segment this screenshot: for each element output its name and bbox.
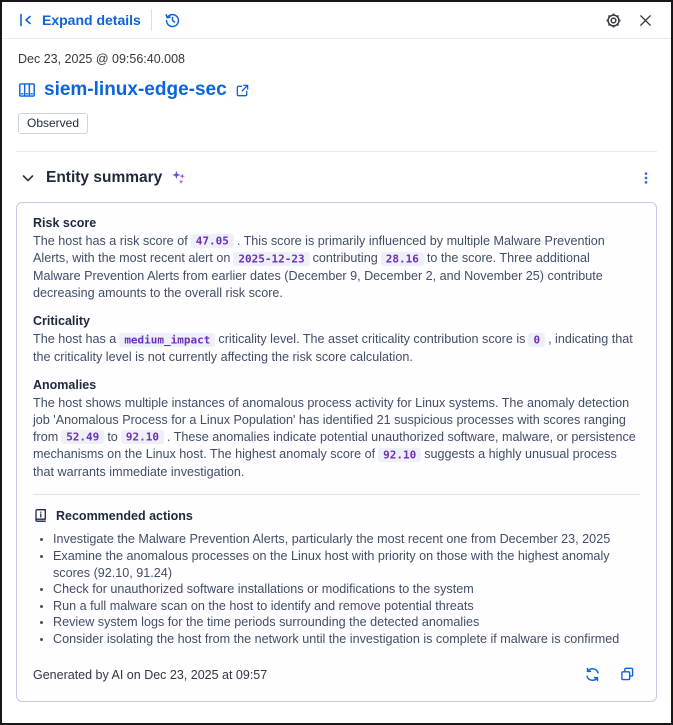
observed-badge: Observed — [18, 113, 88, 134]
risk-score-heading: Risk score — [33, 215, 97, 230]
inline-code-value: 92.10 — [378, 448, 421, 462]
text-segment: . These anomalies indicate potential unauthorized software, malware, or persistence mechanisms on the Linux host. The highest anomaly score of — [33, 429, 636, 462]
summary-footer — [33, 662, 640, 687]
text-segment: , indicating that the criticality level is not currently affecting the risk score calculation. — [33, 332, 633, 364]
anomalies-block — [33, 378, 640, 480]
regenerate-button[interactable] — [580, 662, 605, 687]
close-button[interactable] — [634, 9, 657, 32]
gear-icon — [605, 12, 622, 29]
expand-details-button[interactable] — [16, 8, 143, 32]
history-icon — [164, 12, 181, 29]
text-segment: The host has a — [33, 332, 117, 347]
text-segment: contributing — [312, 251, 378, 266]
text-segment: to the score. Three additional Malware Prevention Alerts from earlier dates (December 9, December 2, and November 25) contribute decreasing amounts to the overall risk score. — [33, 251, 603, 300]
inline-code-value: 47.05 — [191, 234, 234, 248]
inline-code-value: 0 — [528, 333, 545, 347]
inline-code-value: medium_impact — [119, 333, 215, 347]
criticality-text — [33, 331, 640, 365]
flyout-content — [2, 39, 671, 723]
recommended-action-item: • Run a full malware scan on the host to identify and remove potential threats — [53, 598, 640, 615]
risk-score-text — [33, 233, 640, 301]
sparkles-icon — [168, 167, 189, 188]
recommended-action-item: • Review system logs for the time periods surrounding the detected anomalies — [53, 614, 640, 631]
anomalies-text — [33, 395, 640, 480]
documentation-icon — [33, 508, 49, 524]
close-icon — [638, 13, 653, 28]
summary-actions-menu-button[interactable] — [635, 167, 657, 189]
recommended-action-item: • Investigate the Malware Prevention Alerts, particularly the most recent one from December 23, 2025 — [53, 531, 640, 548]
recommended-action-item: • Examine the anomalous processes on the Linux host with priority on those with the highest anomaly scores (92.10, 91.24) — [53, 548, 640, 581]
recommended-actions-header — [33, 508, 640, 524]
inline-code-value: 92.10 — [121, 430, 164, 444]
storage-icon — [18, 81, 36, 99]
refresh-icon — [584, 666, 601, 683]
text-segment: The host has a risk score of — [33, 233, 188, 248]
recommended-actions-list — [37, 531, 640, 647]
text-segment: to — [107, 429, 118, 444]
text-segment: suggests a highly unusual process that warrants immediate investigation. — [33, 447, 617, 479]
popout-icon — [235, 83, 250, 98]
entity-name: siem-linux-edge-sec — [44, 79, 227, 100]
text-segment: . This score is primarily influenced by multiple Malware Prevention Alerts, with the most recent alert on — [33, 233, 605, 266]
generated-by-label: Generated by AI on Dec 23, 2025 at 09:57 — [33, 667, 268, 682]
copy-button[interactable] — [615, 662, 640, 687]
entity-title-row — [16, 79, 657, 102]
collapse-summary-toggle[interactable] — [18, 168, 38, 188]
recommended-action-item: • Consider isolating the host from the network until the investigation is complete if malware is confirmed — [53, 631, 640, 648]
anomalies-heading: Anomalies — [33, 378, 97, 393]
criticality-heading: Criticality — [33, 314, 90, 329]
recommended-divider — [33, 494, 640, 495]
copy-icon — [619, 666, 636, 683]
expand-details-label: Expand details — [42, 12, 141, 28]
criticality-block — [33, 314, 640, 365]
collapse-panel-icon — [18, 12, 34, 28]
chevron-down-icon — [20, 170, 36, 186]
event-timestamp: Dec 23, 2025 @ 09:56:40.008 — [18, 52, 185, 66]
history-button[interactable] — [160, 8, 185, 33]
text-segment: The host shows multiple instances of anomalous process activity for Linux systems. The anomaly detection job 'Anomalous Process for a Linux Population' has identified 21 suspicious processes with scores ranging from — [33, 396, 630, 444]
recommended-action-item: • Check for unauthorized software installations or modifications to the system — [53, 581, 640, 598]
entity-summary-title: Entity summary — [46, 168, 163, 186]
ai-summary-panel — [16, 202, 657, 703]
inline-code-value: 2025-12-23 — [233, 252, 309, 266]
inline-code-value: 28.16 — [381, 252, 424, 266]
section-divider — [16, 151, 657, 152]
flyout-topbar — [2, 2, 671, 39]
entity-name-link[interactable] — [18, 79, 250, 102]
topbar-divider — [151, 9, 152, 31]
recommended-actions-heading: Recommended actions — [56, 509, 193, 524]
risk-score-block — [33, 216, 640, 301]
settings-button[interactable] — [601, 8, 626, 33]
kebab-menu-icon — [639, 171, 653, 185]
text-segment: criticality level. The asset criticality contribution score is — [218, 332, 526, 347]
entity-summary-header — [16, 167, 657, 189]
inline-code-value: 52.49 — [61, 430, 104, 444]
